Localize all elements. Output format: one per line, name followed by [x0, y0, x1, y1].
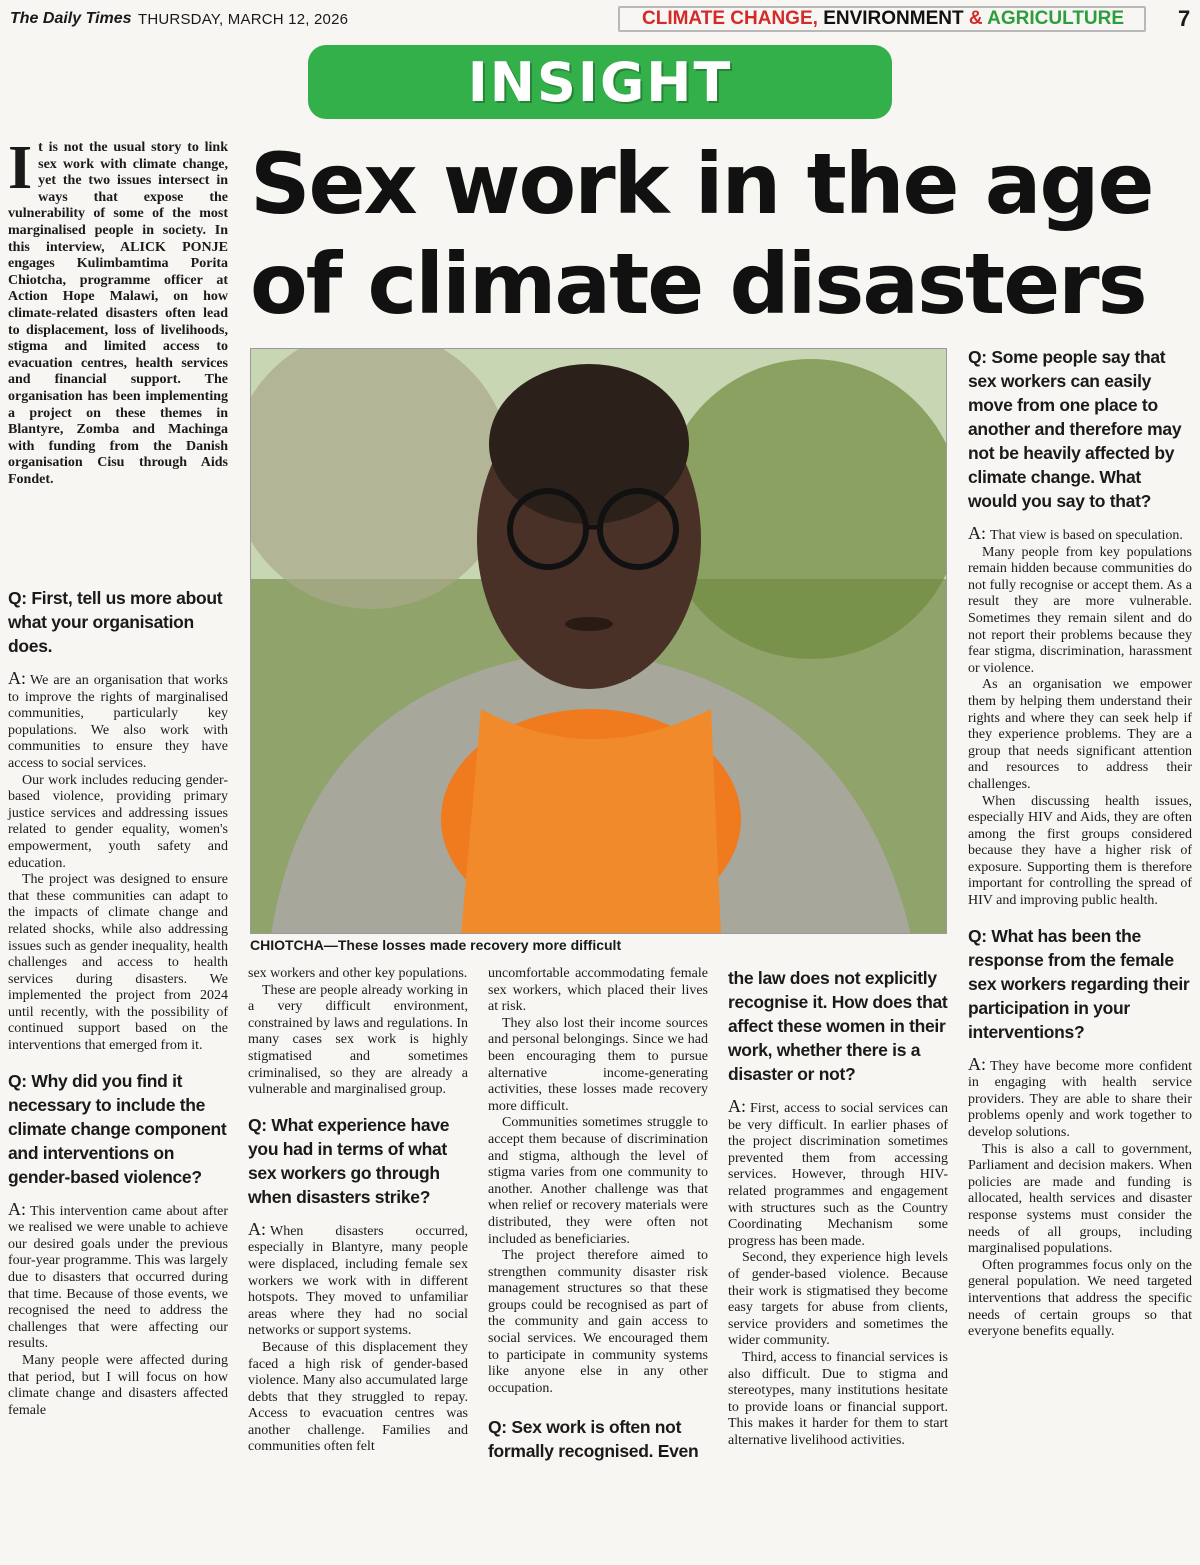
insight-banner — [308, 45, 892, 119]
banner-label: INSIGHT — [467, 50, 733, 114]
issue-date: THURSDAY, MARCH 12, 2026 — [138, 11, 349, 28]
article-column-3 — [488, 966, 708, 1475]
article-intro — [8, 134, 228, 488]
question-heading: Q: Why did you find it necessary to include the climate change component and interventions on gender-based violence? — [8, 1070, 227, 1187]
question-heading: Q: First, tell us more about what your organisation does. — [8, 588, 223, 656]
article-column-1 — [8, 586, 228, 1419]
body-paragraph: The project was designed to ensure that these communities can adapt to the impacts of climate change and related shocks, while also addressing issues such as gender inequality, health challenges and access to health services during disasters. We implemented the project from 2024 until recently, with the possibility of continued support based on the interventions that emerged from it. — [8, 872, 228, 1054]
body-paragraph: When discussing health issues, especially HIV and Aids, they are often among the first groups considered because they have a higher risk of exposure. Supporting them is therefore important for controlling the spread of HIV and improving public health. — [968, 793, 1192, 909]
body-paragraph: Because of this displacement they faced a high risk of gender-based violence. Many also accumulated large debts that they struggled to repay. Access to evacuation centres was another challenge. Families and communities often felt — [248, 1339, 468, 1455]
answer-paragraph: A: They have become more confident in engaging with health service providers. They are able to share their problems openly and work together to develop solutions. — [968, 1053, 1192, 1141]
article-headline: Sex work in the age of climate disasters — [250, 135, 1153, 333]
drop-cap: I — [8, 134, 33, 202]
question-heading: Q: Sex work is often not formally recognised. Even — [488, 1417, 699, 1462]
body-paragraph: Often programmes focus only on the general population. We need targeted interventions that address the specific needs of certain groups so that everyone benefits equally. — [968, 1257, 1192, 1340]
body-paragraph: Communities sometimes struggle to accept them because of discrimination and stigma, although the level of stigma varies from one community to another. Another challenge was that when relief or recovery materials were distributed, they were often not included as beneficiaries. — [488, 1115, 708, 1247]
question-heading: the law does not explicitly recognise it. How does that affect these women in their work, whether there is a disaster or not? — [728, 968, 948, 1084]
body-paragraph: uncomfortable accommodating female sex workers, which placed their lives at risk. — [488, 966, 708, 1015]
body-paragraph: Our work includes reducing gender-based violence, providing primary justice services and addressing issues related to gender equality, women's empowerment, youth safety and education. — [8, 772, 228, 871]
body-paragraph: sex workers and other key populations. — [248, 966, 468, 981]
article-column-2 — [248, 966, 468, 1456]
article-column-5 — [968, 345, 1192, 1341]
body-paragraph: Second, they experience high levels of gender-based violence. Because their work is stigmatised they become easy targets for abuse from clients, service providers and sometimes the wider community. — [728, 1250, 948, 1349]
section-title: CLIMATE CHANGE, ENVIRONMENT & AGRICULTURE — [618, 6, 1146, 32]
answer-paragraph: A: When disasters occurred, especially in Blantyre, many people were displaced, including female sex workers we work with in different hotspots. They moved to unfamiliar areas where they had no social networks or support systems. — [248, 1218, 468, 1339]
intro-text: t is not the usual story to link sex work with climate change, yet the two issues intersect in ways that expose the vulnerability of some of the most marginalised people in society. In this interview, ALICK PONJE engages Kulimbamtima Porita Chiotcha, programme officer at Action Hope Malawi, on how climate-related disasters often lead to displacement, loss of livelihoods, stigma and limited access to evacuation centres, health services and financial support. The organisation has been implementing a project on these themes in Blantyre, Zomba and Machinga with funding from the Danish organisation Cisu through Aids Fondet. — [8, 140, 228, 487]
question-heading: Q: Some people say that sex workers can easily move from one place to another and therefore may not be heavily affected by climate change. What would you say to that? — [968, 347, 1182, 511]
body-paragraph: Many people from key populations remain hidden because communities do not fully recognise or accept them. As a result they are more vulnerable. Sometimes they remain silent and do not report their problems because they fear stigma, discrimination, harassment or violence. — [968, 544, 1192, 676]
portrait-photo — [250, 348, 947, 934]
body-paragraph: These are people already working in a very difficult environment, constrained by laws and regulations. In many cases sex work is highly stigmatised and sometimes criminalised, so they are already a vulnerable and marginalised group. — [248, 982, 468, 1098]
answer-paragraph: A: That view is based on speculation. — [968, 523, 1183, 543]
body-paragraph: They also lost their income sources and personal belongings. Since we had been encouraging them to pursue alternative income-generating activities, these losses made recovery more difficult. — [488, 1015, 708, 1114]
question-heading: Q: What experience have you had in terms of what sex workers go through when disasters strike? — [248, 1114, 450, 1207]
answer-paragraph: A: First, access to social services can be very difficult. In earlier phases of the project discrimination sometimes prevented them from accessing services. However, through HIV-related programmes and engagement with structures such as the Country Coordinating Mechanism some progress has been made. — [728, 1096, 948, 1249]
question-heading: Q: What has been the response from the female sex workers regarding their participation in your interventions? — [968, 925, 1190, 1042]
body-paragraph: This is also a call to government, Parliament and decision makers. When policies are made and funding is allocated, health services and disaster response systems must consider the needs of all groups, including marginalised populations. — [968, 1141, 1192, 1257]
body-paragraph: Third, access to financial services is also difficult. Due to stigma and stereotypes, many institutions hesitate to provide loans or financial support. This makes it harder for them to start alternative livelihood activities. — [728, 1349, 948, 1448]
answer-paragraph: A: We are an organisation that works to improve the rights of marginalised communities, particularly key populations. We also work with communities to ensure they have access to social services. — [8, 668, 228, 771]
answer-paragraph: A: This intervention came about after we realised we were unable to achieve our desired goals under the previous four-year programme. This was largely due to disasters that occurred during that time. Because of those events, we recognised the need to address the challenges that were affecting our results. — [8, 1198, 228, 1352]
newspaper-name: The Daily Times — [10, 10, 132, 27]
page-number: 7 — [1178, 6, 1191, 31]
article-column-4 — [728, 966, 948, 1449]
photo-caption: CHIOTCHA—These losses made recovery more difficult — [250, 937, 622, 953]
body-paragraph: The project therefore aimed to strengthen community disaster risk management structures so that these groups could be recognised as part of the community and gain access to social services. We encouraged them to participate in community systems like anyone else in any other occupation. — [488, 1248, 708, 1396]
portrait-illustration — [251, 349, 947, 934]
masthead — [6, 6, 1194, 32]
body-paragraph: Many people were affected during that period, but I will focus on how climate change and disasters affected female — [8, 1353, 228, 1418]
body-paragraph: As an organisation we empower them by helping them understand their rights and where they can seek help if they experience problems. They are a group that needs significant attention and resources to address their challenges. — [968, 677, 1192, 792]
